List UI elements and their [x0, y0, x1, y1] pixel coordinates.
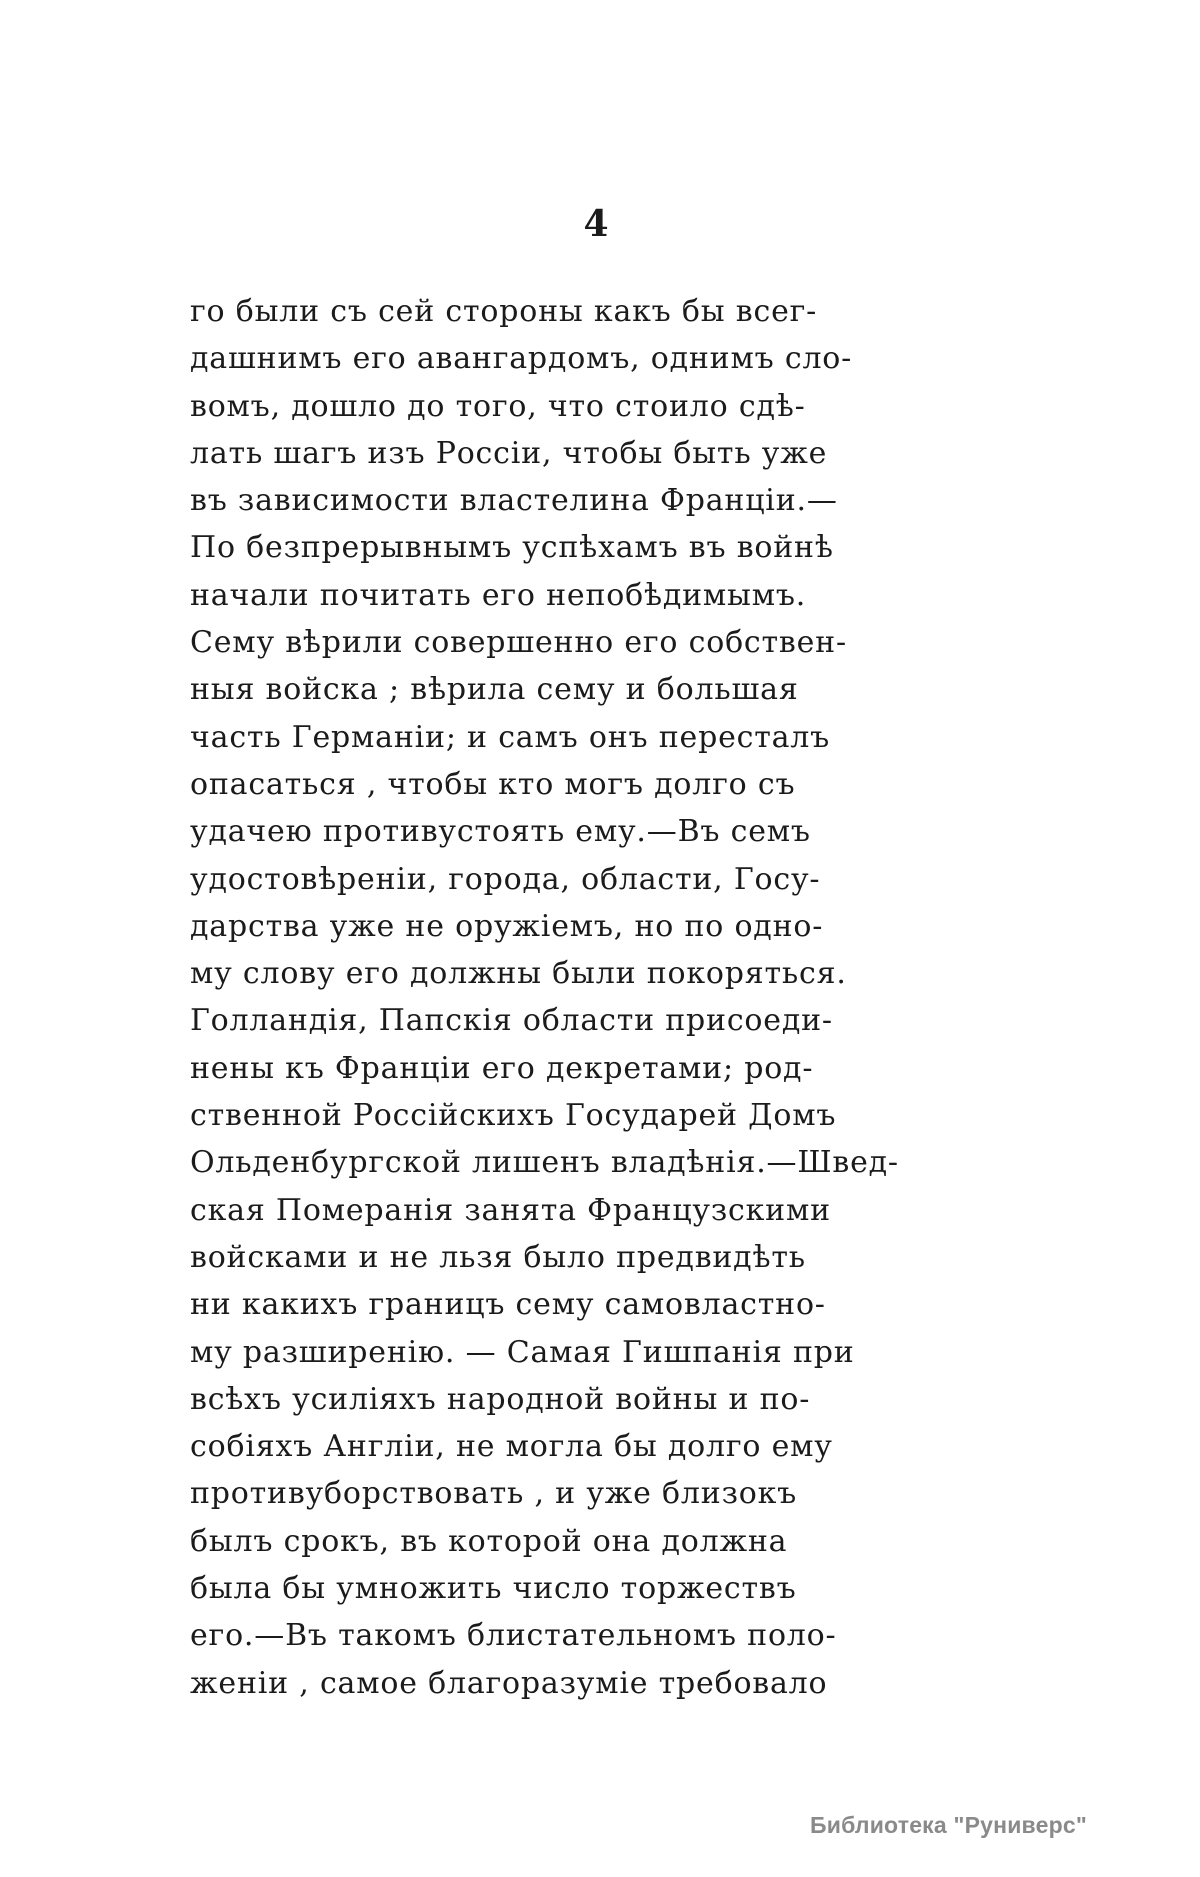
text-line: ныя войска ; вѣрила сему и большая — [190, 672, 799, 708]
text-line: дашнимъ его авангардомъ, однимъ сло- — [190, 341, 853, 377]
text-line: Ольденбургской лишенъ владѣнія.—Швед- — [190, 1145, 899, 1181]
text-line: го были съ сей стороны какъ бы всег- — [190, 294, 818, 329]
text-line: ни какихъ границъ сему самовластно- — [190, 1287, 826, 1323]
page-text — [190, 288, 1002, 1707]
text-line: удачею противустоять ему.—Въ семъ — [190, 814, 811, 850]
text-line: войсками и не льзя было предвидѣть — [190, 1239, 806, 1275]
text-line: му разширенію. — Самая Гишпанія при — [190, 1334, 855, 1370]
text-line: женіи , самое благоразуміе требовало — [190, 1665, 828, 1701]
text-line: Голландія, Папскія области присоеди- — [190, 1003, 833, 1039]
text-line: была бы умножить число торжествъ — [190, 1571, 797, 1607]
text-line: въ зависимости властелина Франціи.— — [190, 483, 838, 519]
text-line: лать шагъ изъ Россіи, чтобы быть уже — [190, 435, 828, 471]
page-number: 4 — [583, 203, 609, 245]
text-line: начали почитать его непобѣдимымъ. — [190, 577, 807, 613]
text-line: противуборствовать , и уже близокъ — [190, 1476, 798, 1512]
text-line: дарства уже не оружіемъ, но по одно- — [190, 908, 824, 944]
text-line: По безпрерывнымъ успѣхамъ въ войнѣ — [190, 530, 834, 566]
text-line: часть Германіи; и самъ онъ пересталъ — [190, 719, 831, 755]
text-line: ская Померанія занята Французскими — [190, 1192, 831, 1228]
text-line: былъ срокъ, въ которой она должна — [190, 1523, 788, 1559]
text-line: му слову его должны были покоряться. — [190, 956, 847, 992]
text-line: ственной Россійскихъ Государей Домъ — [190, 1098, 837, 1134]
text-line: Сему вѣрили совершенно его собствен- — [190, 625, 847, 661]
text-line: вомъ, дошло до того, что стоило сдѣ- — [190, 388, 806, 424]
text-line: нены къ Франціи его декретами; род- — [190, 1050, 814, 1086]
library-watermark: Библиотека "Руниверс" — [810, 1812, 1087, 1838]
text-line: собіяхъ Англіи, не могла бы долго ему — [190, 1429, 833, 1465]
text-line: удостовѣреніи, города, области, Госу- — [190, 861, 821, 897]
text-line: всѣхъ усиліяхъ народной войны и по- — [190, 1381, 811, 1417]
text-line: опасаться , чтобы кто могъ долго съ — [190, 766, 796, 802]
text-line: его.—Въ такомъ блистательномъ поло- — [190, 1618, 837, 1654]
